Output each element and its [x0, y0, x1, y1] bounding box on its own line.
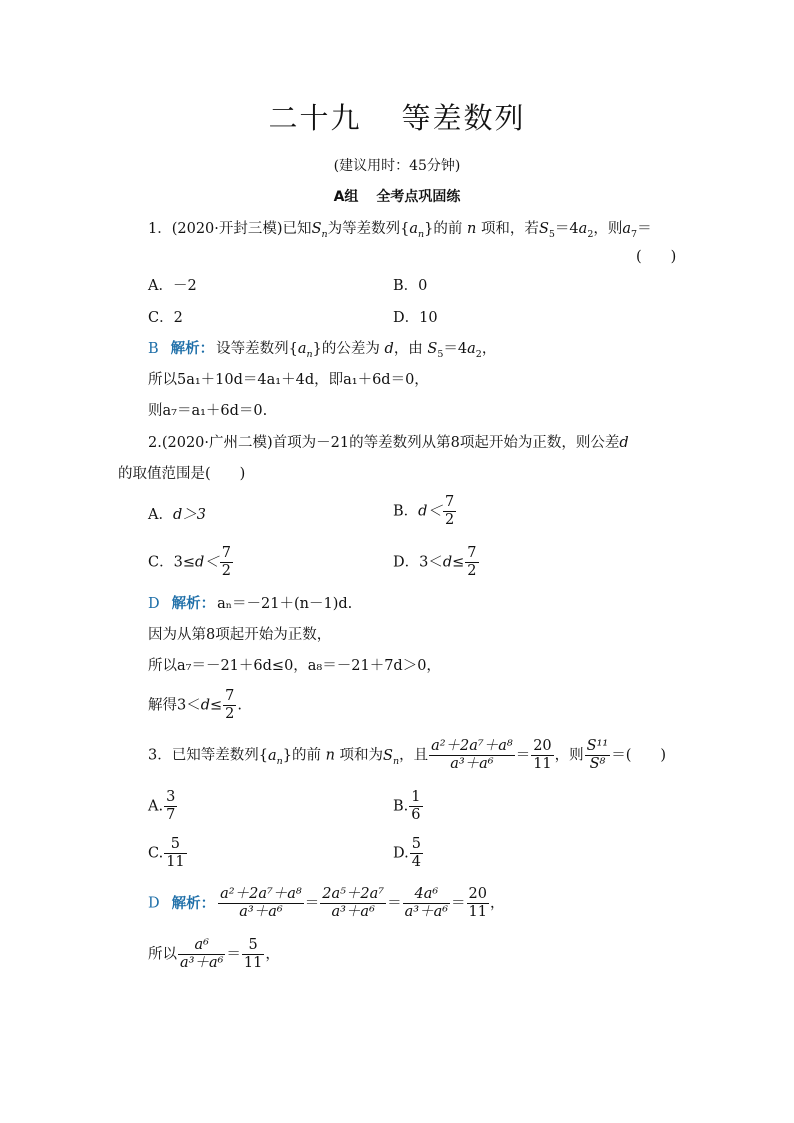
q2-option-c-fraction: $\frac{7}{2}$ [221, 545, 232, 579]
question-2-stem-line-1: 2.(2020·广州二模)首项为－21的等差数列从第8项起开始为正数，则公差d [148, 435, 629, 451]
q2-option-d: D．3＜d≤ $\frac{7}{2}$ [393, 545, 477, 579]
group-name: 全考点巩固练 [376, 189, 461, 205]
q2-solution-line-3: 所以a₇＝－21＋6d≤0，a₈＝－21＋7d＞0， [148, 658, 441, 674]
q2-solution-line-1: D 解析： aₙ＝－21＋(n－1)d. [148, 596, 353, 612]
q2-option-d-fraction: $\frac{7}{2}$ [467, 545, 477, 579]
question-1-blank: ( ) [636, 249, 677, 265]
q1-option-d: D．10 [393, 310, 438, 326]
page-title [0, 96, 794, 137]
q1-option-a: A．－2 [148, 278, 197, 294]
question-3-stem: 3．已知等差数列$\{a_n\}$的前 n 项和为$S_n$，且 $\frac{\text{a²＋2a⁷＋a⁸}}{\text{a³＋a⁶}}$ ＝ $\frac{20}{11}$ ，则 $\frac{\text{S¹¹}}{\text{S⁸}}$ ＝( ) [148, 738, 667, 772]
q1-solution-line-2: 所以5a₁＋10d＝4a₁＋4d，即a₁＋6d＝0， [148, 372, 429, 388]
q3-option-c: C. $\frac{5}{11}$ [148, 836, 185, 870]
q1-option-c: C．2 [148, 310, 183, 326]
title-topic: 等差数列 [401, 101, 526, 135]
q2-solution-fraction: $\frac{7}{2}$ [225, 688, 235, 722]
q2-solution-line-2: 因为从第8项起开始为正数， [148, 627, 332, 643]
group-label: A组 [333, 189, 359, 205]
q3-option-d: D. $\frac{5}{4}$ [393, 836, 421, 870]
question-1-stem: 1．(2020·开封三模)已知$S_n$为等差数列$\{a_n\}$的前 n 项和，若$S_5=4a_2$，则$a_7=$ [148, 221, 652, 240]
q3-answer: D [148, 895, 160, 912]
q2-answer: D [148, 596, 160, 612]
q1-solution-line-3: 则a₇＝a₁＋6d＝0. [148, 403, 268, 419]
q2-option-c: C．3≤d＜ $\frac{7}{2}$ [148, 545, 232, 579]
suggested-time: (建议用时：45分钟) [333, 158, 461, 174]
q1-answer: B [148, 341, 159, 357]
q3-option-b: B. $\frac{1}{6}$ [393, 789, 421, 823]
q3-given-fraction: $\frac{\text{a²＋2a⁷＋a⁸}}{\text{a³＋a⁶}}$ [431, 738, 513, 772]
group-heading [0, 186, 794, 206]
q3-given-value: $\frac{20}{11}$ [533, 738, 552, 772]
title-number: 二十九 [268, 101, 362, 135]
q2-option-a: A．d＞3 [148, 507, 206, 523]
q2-solution-line-4: 解得3＜d≤ $\frac{7}{2}$ . [148, 688, 243, 722]
q1-solution-line-1: B 解析： 设等差数列$\{a_n\}$的公差为 d，由 $S_5=4a_2$， [148, 341, 497, 360]
q3-solution-line-2: 所以 $\frac{\text{a⁶}}{\text{a³＋a⁶}}$ ＝ $\frac{5}{11}$ ， [148, 937, 280, 971]
q3-ask-fraction: $\frac{\text{S¹¹}}{\text{S⁸}}$ [586, 738, 609, 772]
q1-option-b: B．0 [393, 278, 428, 294]
q3-option-a: A. $\frac{3}{7}$ [148, 789, 176, 823]
q3-solution-line-1: D 解析： $\frac{\text{a²＋2a⁷＋a⁸}}{\text{a³＋a⁶}}$ ＝ $\frac{\text{2a⁵＋2a⁷}}{\text{a³＋a⁶}}$ ＝ $\frac{\text{4a⁶}}{\text{a³＋a⁶}}$ ＝ $\frac{20}{11}$ ， [148, 886, 505, 920]
q2-option-b: B．d＜ $\frac{7}{2}$ [393, 494, 455, 528]
q2-option-b-fraction: $\frac{7}{2}$ [444, 494, 455, 528]
question-2-stem-line-2: 的取值范围是( ) [118, 466, 246, 482]
